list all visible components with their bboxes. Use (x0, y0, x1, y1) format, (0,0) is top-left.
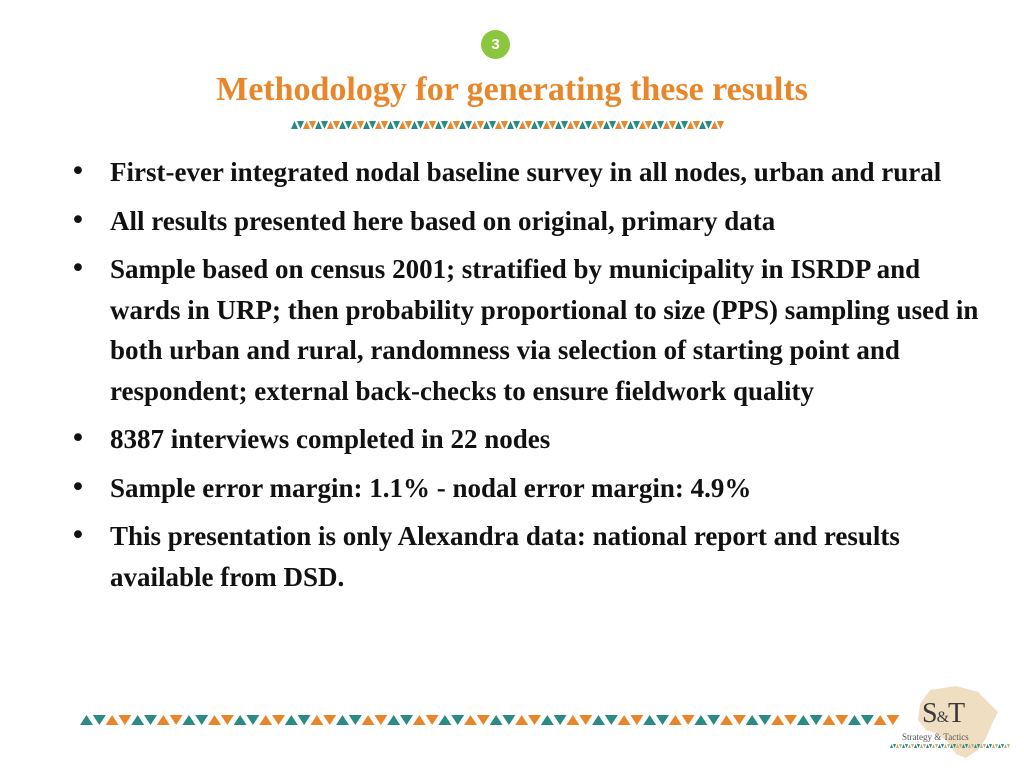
border-triangle (902, 744, 905, 748)
border-triangle (285, 715, 298, 725)
border-triangle (938, 744, 941, 748)
border-triangle (490, 715, 503, 725)
border-triangle (477, 715, 490, 725)
border-triangle (784, 715, 797, 725)
border-triangle (413, 715, 426, 725)
border-triangle (657, 121, 664, 129)
bullet-icon: • (70, 253, 86, 284)
bullet-text: Sample error margin: 1.1% - nodal error margin: 4.9% (110, 472, 752, 503)
border-triangle (513, 121, 520, 129)
border-triangle (464, 715, 477, 725)
border-triangle (935, 744, 938, 748)
border-triangle (983, 744, 986, 748)
border-triangle (699, 121, 706, 129)
bullet-item (70, 249, 980, 411)
border-triangle (537, 121, 544, 129)
bullet-text: Sample based on census 2001; stratified by municipality in ISRDP and wards in URP; then probability proportional to size (PPS) sampling used in both urban and rural, randomness via selection of starting point and respondent; external back-checks to ensure fieldwork quality (110, 254, 979, 406)
border-triangle (609, 121, 616, 129)
border-triangle (669, 715, 682, 725)
logo-tagline: Strategy & Tactics (902, 732, 969, 742)
border-triangle (1001, 744, 1004, 748)
border-triangle (663, 121, 670, 129)
border-triangle (501, 121, 508, 129)
slide-title: Methodology for generating these results (216, 71, 808, 108)
border-triangle (399, 121, 406, 129)
border-triangle (633, 121, 640, 129)
border-triangle (435, 121, 442, 129)
border-triangle (566, 715, 579, 725)
border-triangle (941, 744, 944, 748)
border-triangle (707, 715, 720, 725)
border-triangle (947, 744, 950, 748)
border-triangle (950, 744, 953, 748)
bullet-item (70, 201, 980, 242)
logo-border-pattern-icon (890, 744, 1010, 749)
border-triangle (336, 715, 349, 725)
border-triangle (573, 121, 580, 129)
bullet-icon: • (70, 520, 86, 551)
border-triangle (429, 121, 436, 129)
border-triangle (848, 715, 861, 725)
border-triangle (693, 121, 700, 129)
border-triangle (694, 715, 707, 725)
border-triangle (926, 744, 929, 748)
border-triangle (717, 121, 724, 129)
border-triangle (93, 715, 106, 725)
border-triangle (618, 715, 631, 725)
border-triangle (579, 715, 592, 725)
border-triangle (525, 121, 532, 129)
bullet-text: All results presented here based on original, primary data (110, 205, 776, 236)
border-triangle (914, 744, 917, 748)
border-triangle (374, 715, 387, 725)
border-triangle (797, 715, 810, 725)
border-triangle (259, 715, 272, 725)
bullet-item (70, 516, 980, 597)
border-triangle (272, 715, 285, 725)
border-triangle (471, 121, 478, 129)
border-triangle (874, 715, 887, 725)
border-triangle (621, 121, 628, 129)
border-triangle (426, 715, 439, 725)
border-triangle (400, 715, 413, 725)
border-triangle (656, 715, 669, 725)
border-triangle (597, 121, 604, 129)
logo-letter-t: T (948, 698, 965, 729)
st-logo (886, 684, 1014, 762)
border-triangle (345, 121, 352, 129)
border-triangle (423, 121, 430, 129)
border-triangle (297, 121, 304, 129)
border-triangle (291, 121, 298, 129)
border-triangle (971, 744, 974, 748)
border-triangle (528, 715, 541, 725)
border-triangle (118, 715, 131, 725)
border-triangle (627, 121, 634, 129)
border-triangle (387, 121, 394, 129)
border-triangle (822, 715, 835, 725)
border-triangle (917, 744, 920, 748)
border-triangle (483, 121, 490, 129)
border-triangle (349, 715, 362, 725)
border-triangle (591, 121, 598, 129)
border-triangle (974, 744, 977, 748)
border-triangle (995, 744, 998, 748)
border-triangle (543, 121, 550, 129)
title-border-pattern-icon (291, 121, 725, 131)
border-triangle (438, 715, 451, 725)
border-triangle (705, 121, 712, 129)
border-triangle (977, 744, 980, 748)
border-triangle (363, 121, 370, 129)
border-triangle (323, 715, 336, 725)
border-triangle (351, 121, 358, 129)
border-triangle (639, 121, 646, 129)
border-triangle (645, 121, 652, 129)
border-triangle (861, 715, 874, 725)
border-triangle (687, 121, 694, 129)
bullet-item (70, 468, 980, 509)
border-triangle (896, 744, 899, 748)
border-triangle (962, 744, 965, 748)
logo-monogram (922, 698, 964, 730)
border-triangle (393, 121, 400, 129)
border-triangle (968, 744, 971, 748)
border-triangle (675, 121, 682, 129)
border-triangle (246, 715, 259, 725)
bullet-text: First-ever integrated nodal baseline survey in all nodes, urban and rural (110, 157, 942, 187)
border-triangle (80, 715, 93, 725)
border-triangle (758, 715, 771, 725)
border-triangle (447, 121, 454, 129)
border-triangle (986, 744, 989, 748)
border-triangle (908, 744, 911, 748)
border-triangle (157, 715, 170, 725)
border-triangle (929, 744, 932, 748)
bullet-text: This presentation is only Alexandra data: national report and results available from DSD. (110, 521, 900, 592)
border-triangle (555, 121, 562, 129)
border-triangle (387, 715, 400, 725)
border-triangle (989, 744, 992, 748)
border-triangle (771, 715, 784, 725)
border-triangle (451, 715, 464, 725)
border-triangle (234, 715, 247, 725)
border-triangle (375, 121, 382, 129)
border-triangle (477, 121, 484, 129)
border-triangle (303, 121, 310, 129)
border-triangle (465, 121, 472, 129)
border-triangle (944, 744, 947, 748)
border-triangle (643, 715, 656, 725)
border-triangle (531, 121, 538, 129)
border-triangle (592, 715, 605, 725)
bullet-list (70, 152, 980, 605)
border-triangle (899, 744, 902, 748)
bullet-icon: • (70, 471, 86, 503)
border-triangle (1004, 744, 1007, 748)
border-triangle (615, 121, 622, 129)
border-triangle (381, 121, 388, 129)
border-triangle (170, 715, 183, 725)
border-triangle (208, 715, 221, 725)
border-triangle (605, 715, 618, 725)
border-triangle (489, 121, 496, 129)
border-triangle (321, 121, 328, 129)
border-triangle (502, 715, 515, 725)
border-triangle (835, 715, 848, 725)
border-triangle (453, 121, 460, 129)
border-triangle (579, 121, 586, 129)
border-triangle (549, 121, 556, 129)
border-triangle (182, 715, 195, 725)
footer-border-pattern-icon (80, 715, 900, 727)
border-triangle (681, 121, 688, 129)
border-triangle (459, 121, 466, 129)
border-triangle (630, 715, 643, 725)
bullet-text: 8387 interviews completed in 22 nodes (110, 424, 551, 454)
border-triangle (956, 744, 959, 748)
border-triangle (333, 121, 340, 129)
border-triangle (998, 744, 1001, 748)
bullet-icon: • (70, 156, 86, 187)
border-triangle (495, 121, 502, 129)
border-triangle (515, 715, 528, 725)
border-triangle (405, 121, 412, 129)
border-triangle (893, 744, 896, 748)
border-triangle (651, 121, 658, 129)
border-triangle (106, 715, 119, 725)
border-triangle (959, 744, 962, 748)
border-triangle (911, 744, 914, 748)
bullet-icon: • (70, 423, 86, 454)
border-triangle (310, 715, 323, 725)
border-triangle (441, 121, 448, 129)
border-triangle (810, 715, 823, 725)
border-triangle (720, 715, 733, 725)
border-triangle (567, 121, 574, 129)
border-triangle (507, 121, 514, 129)
bullet-item (70, 152, 980, 193)
logo-ampersand: & (936, 709, 949, 726)
page-number-badge: 3 (481, 30, 510, 59)
border-triangle (1007, 744, 1010, 748)
border-triangle (554, 715, 567, 725)
border-triangle (411, 121, 418, 129)
border-triangle (195, 715, 208, 725)
border-triangle (682, 715, 695, 725)
border-triangle (561, 121, 568, 129)
border-triangle (992, 744, 995, 748)
border-triangle (920, 744, 923, 748)
bullet-icon: • (70, 204, 86, 236)
border-triangle (980, 744, 983, 748)
border-triangle (932, 744, 935, 748)
border-triangle (417, 121, 424, 129)
border-triangle (357, 121, 364, 129)
border-triangle (541, 715, 554, 725)
border-triangle (733, 715, 746, 725)
border-triangle (905, 744, 908, 748)
border-triangle (965, 744, 968, 748)
logo-letter-s: S (922, 698, 937, 729)
border-triangle (746, 715, 759, 725)
border-triangle (669, 121, 676, 129)
border-triangle (315, 121, 322, 129)
border-triangle (298, 715, 311, 725)
border-triangle (953, 744, 956, 748)
border-triangle (711, 121, 718, 129)
border-triangle (309, 121, 316, 129)
border-triangle (144, 715, 157, 725)
border-triangle (890, 744, 893, 748)
border-triangle (339, 121, 346, 129)
border-triangle (585, 121, 592, 129)
border-triangle (923, 744, 926, 748)
border-triangle (327, 121, 334, 129)
border-triangle (221, 715, 234, 725)
bullet-item (70, 419, 980, 460)
border-triangle (603, 121, 610, 129)
border-triangle (362, 715, 375, 725)
border-triangle (519, 121, 526, 129)
border-triangle (131, 715, 144, 725)
border-triangle (369, 121, 376, 129)
